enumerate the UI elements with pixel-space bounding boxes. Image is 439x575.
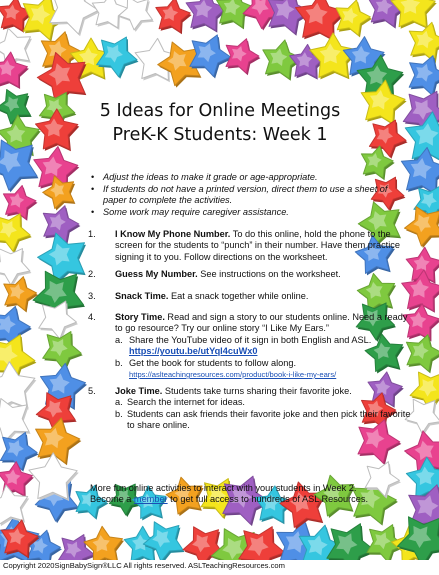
idea-text: Students take turns sharing their favorite joke. <box>162 386 352 396</box>
closing-line <box>90 494 410 505</box>
member-link[interactable]: member <box>133 494 168 505</box>
idea-heading: I Know My Phone Number. <box>115 229 231 239</box>
bullet-item: • Adjust the ideas to make it grade or age-appropriate. <box>91 172 391 184</box>
sub-item-b <box>115 358 415 381</box>
sub-text: Share the YouTube video of it sign in both English and ASL. <box>129 334 372 345</box>
idea-heading: Joke Time. <box>115 386 163 396</box>
idea-body <box>115 386 415 432</box>
idea-body <box>115 291 415 302</box>
idea-heading: Guess My Number. <box>115 269 198 279</box>
page-title: 5 Ideas for Online Meetings <box>99 101 341 121</box>
idea-heading: Snack Time. <box>115 291 169 301</box>
idea-text: To do this online, hold the phone to the screen for the students to “punch” in their number. Have them practice signing it to you. Follow directions on the worksheet. <box>115 229 400 262</box>
closing-line: More fun online activities to interact with your students in Week 2. <box>90 483 357 493</box>
closing-text: Become a <box>90 494 134 505</box>
idea-text: Eat a snack together while online. <box>168 291 309 301</box>
idea-text: See instructions on the worksheet. <box>197 269 341 279</box>
sub-letter: b. <box>115 408 123 419</box>
sub-text: Get the book for students to follow along. <box>129 357 297 368</box>
sub-letter: a. <box>115 334 123 345</box>
closing-text: to get full access to hundreds of ASL Resources. <box>167 494 368 505</box>
idea-number: 3. <box>88 291 96 301</box>
youtube-link[interactable]: https://youtu.be/utYql4cuWx0 <box>129 346 258 357</box>
idea-body <box>115 229 415 263</box>
idea-number: 2. <box>88 269 96 279</box>
closing-note <box>90 483 410 506</box>
sub-text: Search the internet for ideas. <box>127 397 245 408</box>
idea-body <box>115 269 415 280</box>
idea-number: 4. <box>88 312 96 322</box>
sub-letter: a. <box>115 397 123 408</box>
sub-item-b <box>115 409 415 432</box>
bullet-item: • Some work may require caregiver assistance. <box>91 207 391 219</box>
idea-number: 1. <box>88 229 96 239</box>
idea-number: 5. <box>88 386 96 396</box>
idea-heading: Story Time. <box>115 312 165 322</box>
sub-item-a <box>115 397 415 408</box>
sub-text: Students can ask friends their favorite joke and then pick their favorite to share online. <box>127 408 411 431</box>
page-subtitle: PreK-K Students: Week 1 <box>112 125 328 145</box>
copyright-notice: Copyright 2020SignBabySign®LLC All rights reserved. ASLTeachingResources.com <box>3 561 285 570</box>
book-link[interactable]: https://aslteachingresources.com/product/book-i-like-my-ears/ <box>129 370 337 380</box>
sub-item-a <box>115 335 415 358</box>
instruction-bullets <box>91 172 391 218</box>
sub-letter: b. <box>115 357 123 368</box>
idea-body <box>115 312 415 380</box>
bullet-item: • If students do not have a printed version, direct them to use a sheet of paper to complete the activities. <box>91 184 391 207</box>
idea-text: Read and sign a story to our students online. Need a ready to go resource? Try our online story “I Like My Ears.” <box>115 312 408 334</box>
